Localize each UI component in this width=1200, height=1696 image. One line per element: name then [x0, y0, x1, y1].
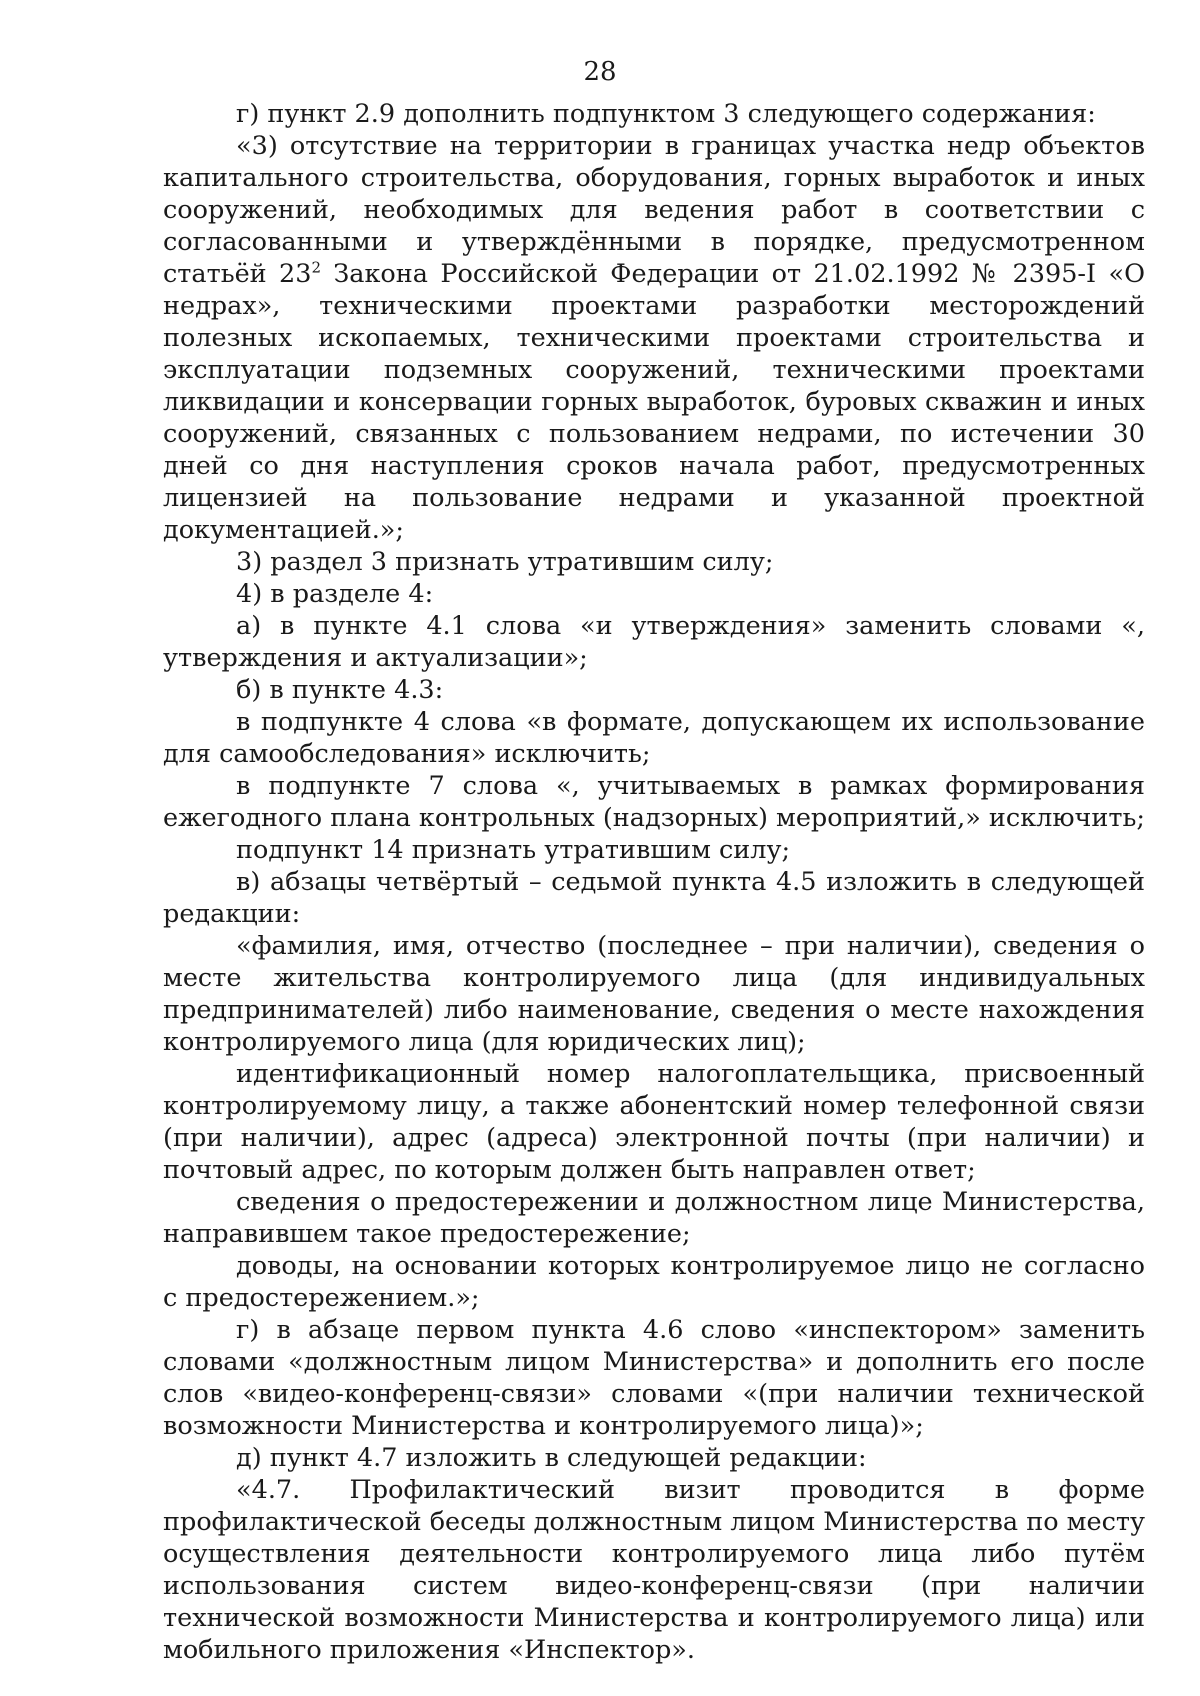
paragraph: б) в пункте 4.3:: [236, 675, 444, 705]
paragraph: г) пункт 2.9 дополнить подпунктом 3 следующего содержания:: [236, 99, 1096, 129]
paragraph: г) в абзаце первом пункта 4.6 слово «инспектором» заменить словами «должностным лицом Министерства» и дополнить его после слов «видео-конференц-связи» словами «(при наличии технической возможности Министерства и контролируемого лица)»;: [163, 1315, 1145, 1441]
page-number: 28: [583, 57, 617, 87]
paragraph: подпункт 14 признать утратившим силу;: [236, 835, 791, 865]
paragraph: «4.7. Профилактический визит проводится в форме профилактической беседы должностным лицом Министерства по месту осуществления деятельности контролируемого лица либо путём использования систем видео-конференц-связи (при наличии технической возможности Министерства и контролируемого лица) или мобильного приложения «Инспектор».: [163, 1475, 1145, 1665]
paragraph: в подпункте 7 слова «, учитываемых в рамках формирования ежегодного плана контрольных (надзорных) мероприятий,» исключить;: [163, 771, 1145, 833]
paragraph: а) в пункте 4.1 слова «и утверждения» заменить словами «, утверждения и актуализации»;: [163, 611, 1145, 673]
paragraph-text: Закона Российской Федерации от 21.02.1992 № 2395-I «О недрах», техническими проектами разработки месторождений полезных ископаемых, техническими проектами строительства и эксплуатации подземных сооружений, техническими проектами ликвидации и консервации горных выработок, буровых скважин и иных сооружений, связанных с пользованием недрами, по истечении 30 дней со дня наступления сроков начала работ, предусмотренных лицензией на пользование недрами и указанной проектной документацией.»;: [163, 259, 1145, 545]
paragraph: сведения о предостережении и должностном лице Министерства, направившем такое предостережение;: [163, 1187, 1145, 1249]
paragraph: доводы, на основании которых контролируемое лицо не согласно с предостережением.»;: [163, 1251, 1145, 1313]
document-body: [163, 98, 1145, 1666]
paragraph: в подпункте 4 слова «в формате, допускающем их использование для самообследования» исключить;: [163, 707, 1145, 769]
superscript: 2: [311, 258, 322, 277]
paragraph-text: «3) отсутствие на территории в границах участка недр объектов капитального строительства, оборудования, горных выработок и иных сооружений, необходимых для ведения работ в соответствии с согласованными и утверждёнными в порядке, предусмотренном статьёй 23: [163, 131, 1145, 289]
paragraph: д) пункт 4.7 изложить в следующей редакции:: [236, 1443, 867, 1473]
paragraph: 4) в разделе 4:: [236, 579, 434, 609]
paragraph: 3) раздел 3 признать утратившим силу;: [236, 547, 774, 577]
paragraph: идентификационный номер налогоплательщика, присвоенный контролируемому лицу, а также абонентский номер телефонной связи (при наличии), адрес (адреса) электронной почты (при наличии) и почтовый адрес, по которым должен быть направлен ответ;: [163, 1059, 1145, 1185]
paragraph: «фамилия, имя, отчество (последнее – при наличии), сведения о месте жительства контролируемого лица (для индивидуальных предпринимателей) либо наименование, сведения о месте нахождения контролируемого лица (для юридических лиц);: [163, 931, 1145, 1057]
paragraph: в) абзацы четвёртый – седьмой пункта 4.5 изложить в следующей редакции:: [163, 867, 1145, 929]
paragraph: [163, 130, 1145, 546]
